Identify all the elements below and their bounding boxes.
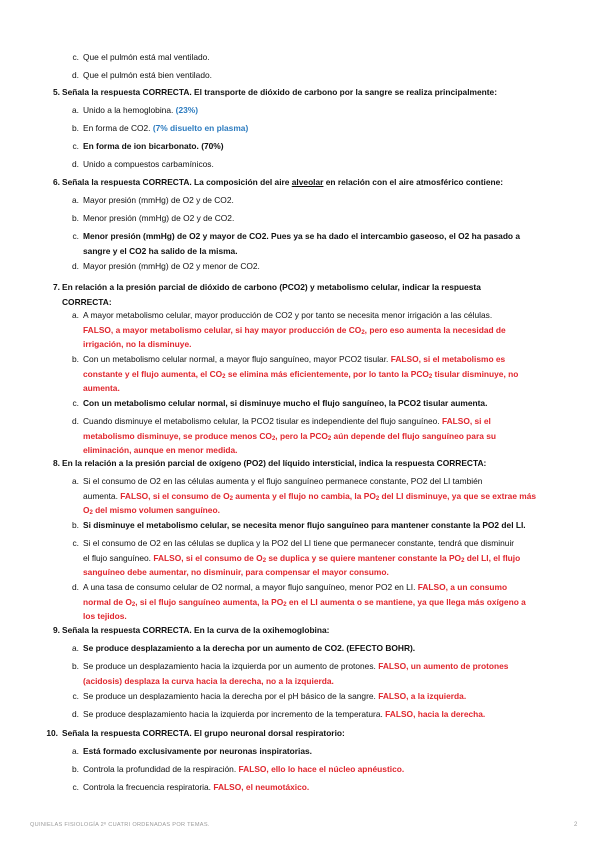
option-text — [83, 782, 543, 793]
option-letter: b. — [72, 354, 79, 364]
option-text — [83, 611, 543, 622]
option-letter: c. — [72, 52, 79, 62]
option-text — [83, 354, 543, 365]
text-run: Si disminuye el metabolismo celular, se necesita menor flujo sanguíneo para mantener constante la PO2 del LI. — [83, 520, 526, 530]
text-run: Controla la profundidad de la respiración. — [83, 764, 239, 774]
subscript: 2 — [375, 495, 380, 502]
option-letter: b. — [72, 213, 79, 223]
question-number: 8. — [53, 458, 60, 468]
option-letter: a. — [72, 195, 79, 205]
question-text — [62, 458, 540, 469]
option-letter: b. — [72, 123, 79, 133]
text-run: sangre y el CO2 ha salido de la misma. — [83, 245, 238, 256]
subscript: 2 — [89, 510, 93, 517]
text-run: Señala la respuesta CORRECTA. En la curva de la oxihemoglobina: — [62, 625, 330, 635]
subscript: 2 — [361, 329, 365, 336]
text-run: Se produce un desplazamiento hacia la derecha por el pH básico de la sangre. — [83, 691, 379, 701]
option-letter: b. — [72, 520, 79, 530]
text-run: Menor presión (mmHg) de O2 y de CO2. — [83, 213, 235, 223]
text-run: Con un metabolismo celular normal, a mayor flujo sanguíneo, mayor PCO2 tisular. — [83, 354, 391, 364]
text-run: alveolar — [291, 177, 324, 187]
option-text — [83, 445, 543, 456]
text-run: Si el consumo de O2 en las células aumenta y el flujo sanguíneo permanece constante, PO2 del LI también — [83, 476, 483, 486]
question-number: 5. — [53, 87, 60, 97]
text-run: Se produce desplazamiento a la derecha por un aumento de CO2. (EFECTO BOHR). — [83, 643, 416, 653]
option-text — [83, 261, 543, 272]
subscript: 2 — [283, 601, 287, 608]
question-text — [62, 625, 540, 636]
option-text — [83, 105, 543, 116]
text-run: Cuando disminuye el metabolismo celular, la PCO2 tisular es independiente del flujo sanguíneo. — [83, 416, 442, 426]
subscript: 2 — [222, 373, 226, 380]
option-text — [83, 643, 543, 654]
option-text — [83, 246, 543, 257]
text-run: En relación a la presión parcial de dióxido de carbono (PCO2) y metabolismo celular, indicar la respuesta — [62, 282, 481, 292]
text-run: Que el pulmón está bien ventilado. — [83, 70, 212, 80]
option-letter: c. — [72, 691, 79, 701]
option-letter: d. — [72, 582, 79, 592]
option-letter: d. — [72, 159, 79, 169]
option-letter: b. — [72, 764, 79, 774]
text-run: En forma de ion bicarbonato. (70%) — [83, 141, 224, 151]
text-run: metabolismo disminuye, se produce menos CO — [83, 430, 272, 441]
option-letter: a. — [72, 746, 79, 756]
text-run: FALSO, si el — [441, 416, 491, 426]
option-text — [83, 339, 543, 350]
footer-title: QUINIELAS FISIOLOGÍA 2º CUATRI ORDENADAS POR TEMAS. — [30, 822, 210, 828]
text-run: , pero eso aumenta la necesidad de — [364, 324, 506, 335]
subscript: 2 — [461, 557, 465, 564]
text-run: aumenta y el flujo no cambia, la PO — [232, 490, 376, 501]
text-run: (7% disuelto en plasma) — [152, 123, 249, 133]
text-run: CORRECTA: — [62, 296, 112, 307]
text-run: constante y el flujo aumenta, el CO — [83, 368, 223, 379]
text-run: Mayor presión (mmHg) de O2 y menor de CO2. — [83, 261, 260, 271]
text-run: Con un metabolismo celular normal, si disminuye mucho el flujo sanguíneo, la PCO2 tisular aumenta. — [83, 398, 488, 408]
text-run: aún depende del flujo sanguíneo para su — [331, 430, 496, 441]
option-text — [83, 195, 543, 206]
option-text — [83, 746, 543, 757]
text-run: los tejidos. — [83, 611, 127, 622]
text-run: FALSO, a un consumo — [417, 582, 508, 592]
text-run: tisular disminuye, no — [432, 368, 519, 379]
option-letter: d. — [72, 709, 79, 719]
option-text — [83, 520, 543, 531]
text-run: FALSO, si el consumo de O — [120, 490, 230, 501]
subscript: 2 — [327, 435, 332, 442]
question-text — [62, 177, 540, 188]
text-run: aumenta. — [83, 383, 120, 394]
text-run: FALSO, a mayor metabolismo celular, si hay mayor producción de CO — [83, 324, 362, 335]
option-text — [83, 709, 543, 720]
text-run: el flujo sanguíneo. — [83, 552, 154, 563]
text-run: Controla la frecuencia respiratoria. — [83, 782, 214, 792]
option-text — [83, 398, 543, 409]
option-letter: c. — [72, 782, 79, 792]
question-text — [62, 87, 540, 98]
text-run: Unido a la hemoglobina. — [83, 105, 176, 115]
text-run: FALSO, el neumotáxico. — [213, 782, 310, 792]
text-run: del mismo volumen sanguíneo. — [92, 505, 220, 516]
option-text — [83, 52, 543, 63]
option-text — [83, 661, 543, 672]
subscript: 2 — [131, 601, 136, 608]
text-run: Está formado exclusivamente por neuronas inspiratorias. — [83, 746, 312, 756]
text-run: En forma de CO2. — [83, 123, 153, 133]
question-text — [62, 728, 540, 739]
text-run: En la relación a la presión parcial de oxígeno (PO2) del líquido intersticial, indica la respuesta CORRECTA: — [62, 458, 487, 468]
question-number: 7. — [53, 282, 60, 292]
option-letter: a. — [72, 643, 79, 653]
option-text — [83, 416, 543, 427]
option-text — [83, 567, 543, 578]
question-text — [62, 282, 540, 293]
option-text — [83, 213, 543, 224]
question-number: 10. — [46, 728, 58, 738]
text-run: A una tasa de consumo celular de O2 normal, a mayor flujo sanguíneo, menor PO2 en LI. — [83, 582, 418, 592]
option-text — [83, 476, 543, 487]
text-run: normal de O — [83, 596, 132, 607]
text-run: (acidosis) desplaza la curva hacia la derecha, no a la izquierda. — [83, 675, 334, 686]
text-run: (23%) — [175, 105, 198, 115]
option-text — [83, 491, 543, 502]
option-text — [83, 691, 543, 702]
text-run: en el LI aumenta o se mantiene, ya que llega más oxígeno a — [286, 596, 526, 607]
text-run: Señala la respuesta CORRECTA. El transporte de dióxido de carbono por la sangre se realiza principalmente: — [62, 87, 497, 97]
text-run: Señala la respuesta CORRECTA. La composición del aire — [62, 177, 292, 187]
option-text — [83, 505, 543, 516]
subscript: 2 — [428, 373, 433, 380]
text-run: O — [83, 505, 90, 516]
text-run: del LI, el flujo — [464, 552, 521, 563]
question-number: 9. — [53, 625, 60, 635]
text-run: sanguíneo debe aumentar, no disminuir, para compensar el mayor consumo. — [83, 567, 389, 578]
text-run: FALSO, un aumento de protones — [378, 661, 509, 671]
text-run: Unido a compuestos carbamínicos. — [83, 159, 214, 169]
text-run: Se produce desplazamiento hacia la izquierda por incremento de la temperatura. — [83, 709, 386, 719]
subscript: 2 — [262, 557, 267, 564]
option-letter: a. — [72, 310, 79, 320]
text-run: FALSO, hacia la derecha. — [385, 709, 486, 719]
option-text — [83, 325, 543, 336]
option-text — [83, 70, 543, 81]
text-run: Menor presión (mmHg) de O2 y mayor de CO2. Pues ya se ha dado el intercambio gaseoso, el O2 ha pasado a — [83, 231, 521, 241]
option-letter: c. — [72, 141, 79, 151]
option-text — [83, 597, 543, 608]
option-text — [83, 141, 543, 152]
option-text — [83, 159, 543, 170]
text-run: irrigación, no la disminuye. — [83, 339, 192, 350]
option-text — [83, 431, 543, 442]
text-run: del LI disminuye, ya que se extrae más — [379, 490, 537, 501]
text-run: FALSO, ello lo hace el núcleo apnéustico. — [238, 764, 405, 774]
option-letter: c. — [72, 538, 79, 548]
text-run: Señala la respuesta CORRECTA. El grupo neuronal dorsal respiratorio: — [62, 728, 345, 738]
option-text — [83, 676, 543, 687]
option-text — [83, 582, 543, 593]
text-run: , pero la PCO — [275, 430, 328, 441]
option-text — [83, 231, 543, 242]
text-run: Si el consumo de O2 en las células se duplica y la PO2 del LI tiene que permanecer constante, tendrá que disminuir — [83, 538, 515, 548]
option-letter: a. — [72, 476, 79, 486]
option-text — [83, 383, 543, 394]
option-text — [83, 553, 543, 564]
text-run: FALSO, a la izquierda. — [378, 691, 467, 701]
text-run: se elimina más eficientemente, por lo tanto la PCO — [225, 368, 429, 379]
option-letter: d. — [72, 416, 79, 426]
question-text — [62, 297, 540, 308]
option-letter: c. — [72, 398, 79, 408]
option-letter: b. — [72, 661, 79, 671]
subscript: 2 — [229, 495, 233, 502]
text-run: aumenta. — [83, 490, 121, 501]
option-letter: c. — [72, 231, 79, 241]
option-text — [83, 764, 543, 775]
option-text — [83, 310, 543, 321]
option-letter: d. — [72, 70, 79, 80]
option-letter: d. — [72, 261, 79, 271]
text-run: se duplica y se quiere mantener constante la PO — [266, 552, 462, 563]
text-run: eliminación, aunque en menor medida. — [83, 445, 238, 456]
text-run: , si el flujo sanguíneo aumenta, la PO — [135, 596, 284, 607]
text-run: en relación con el aire atmosférico contiene: — [323, 177, 504, 187]
subscript: 2 — [271, 435, 276, 442]
text-run: A mayor metabolismo celular, mayor producción de CO2 y por tanto se necesita menor irrigación a las células. — [83, 310, 493, 320]
text-run: Mayor presión (mmHg) de O2 y de CO2. — [83, 195, 234, 205]
page-number: 2 — [574, 822, 578, 828]
text-run: Se produce un desplazamiento hacia la izquierda por un aumento de protones. — [83, 661, 379, 671]
option-text — [83, 369, 543, 380]
text-run: FALSO, si el metabolismo es — [390, 354, 506, 364]
text-run: Que el pulmón está mal ventilado. — [83, 52, 210, 62]
option-letter: a. — [72, 105, 79, 115]
option-text — [83, 538, 543, 549]
option-text — [83, 123, 543, 134]
text-run: FALSO, si el consumo de O — [153, 552, 263, 563]
question-number: 6. — [53, 177, 60, 187]
